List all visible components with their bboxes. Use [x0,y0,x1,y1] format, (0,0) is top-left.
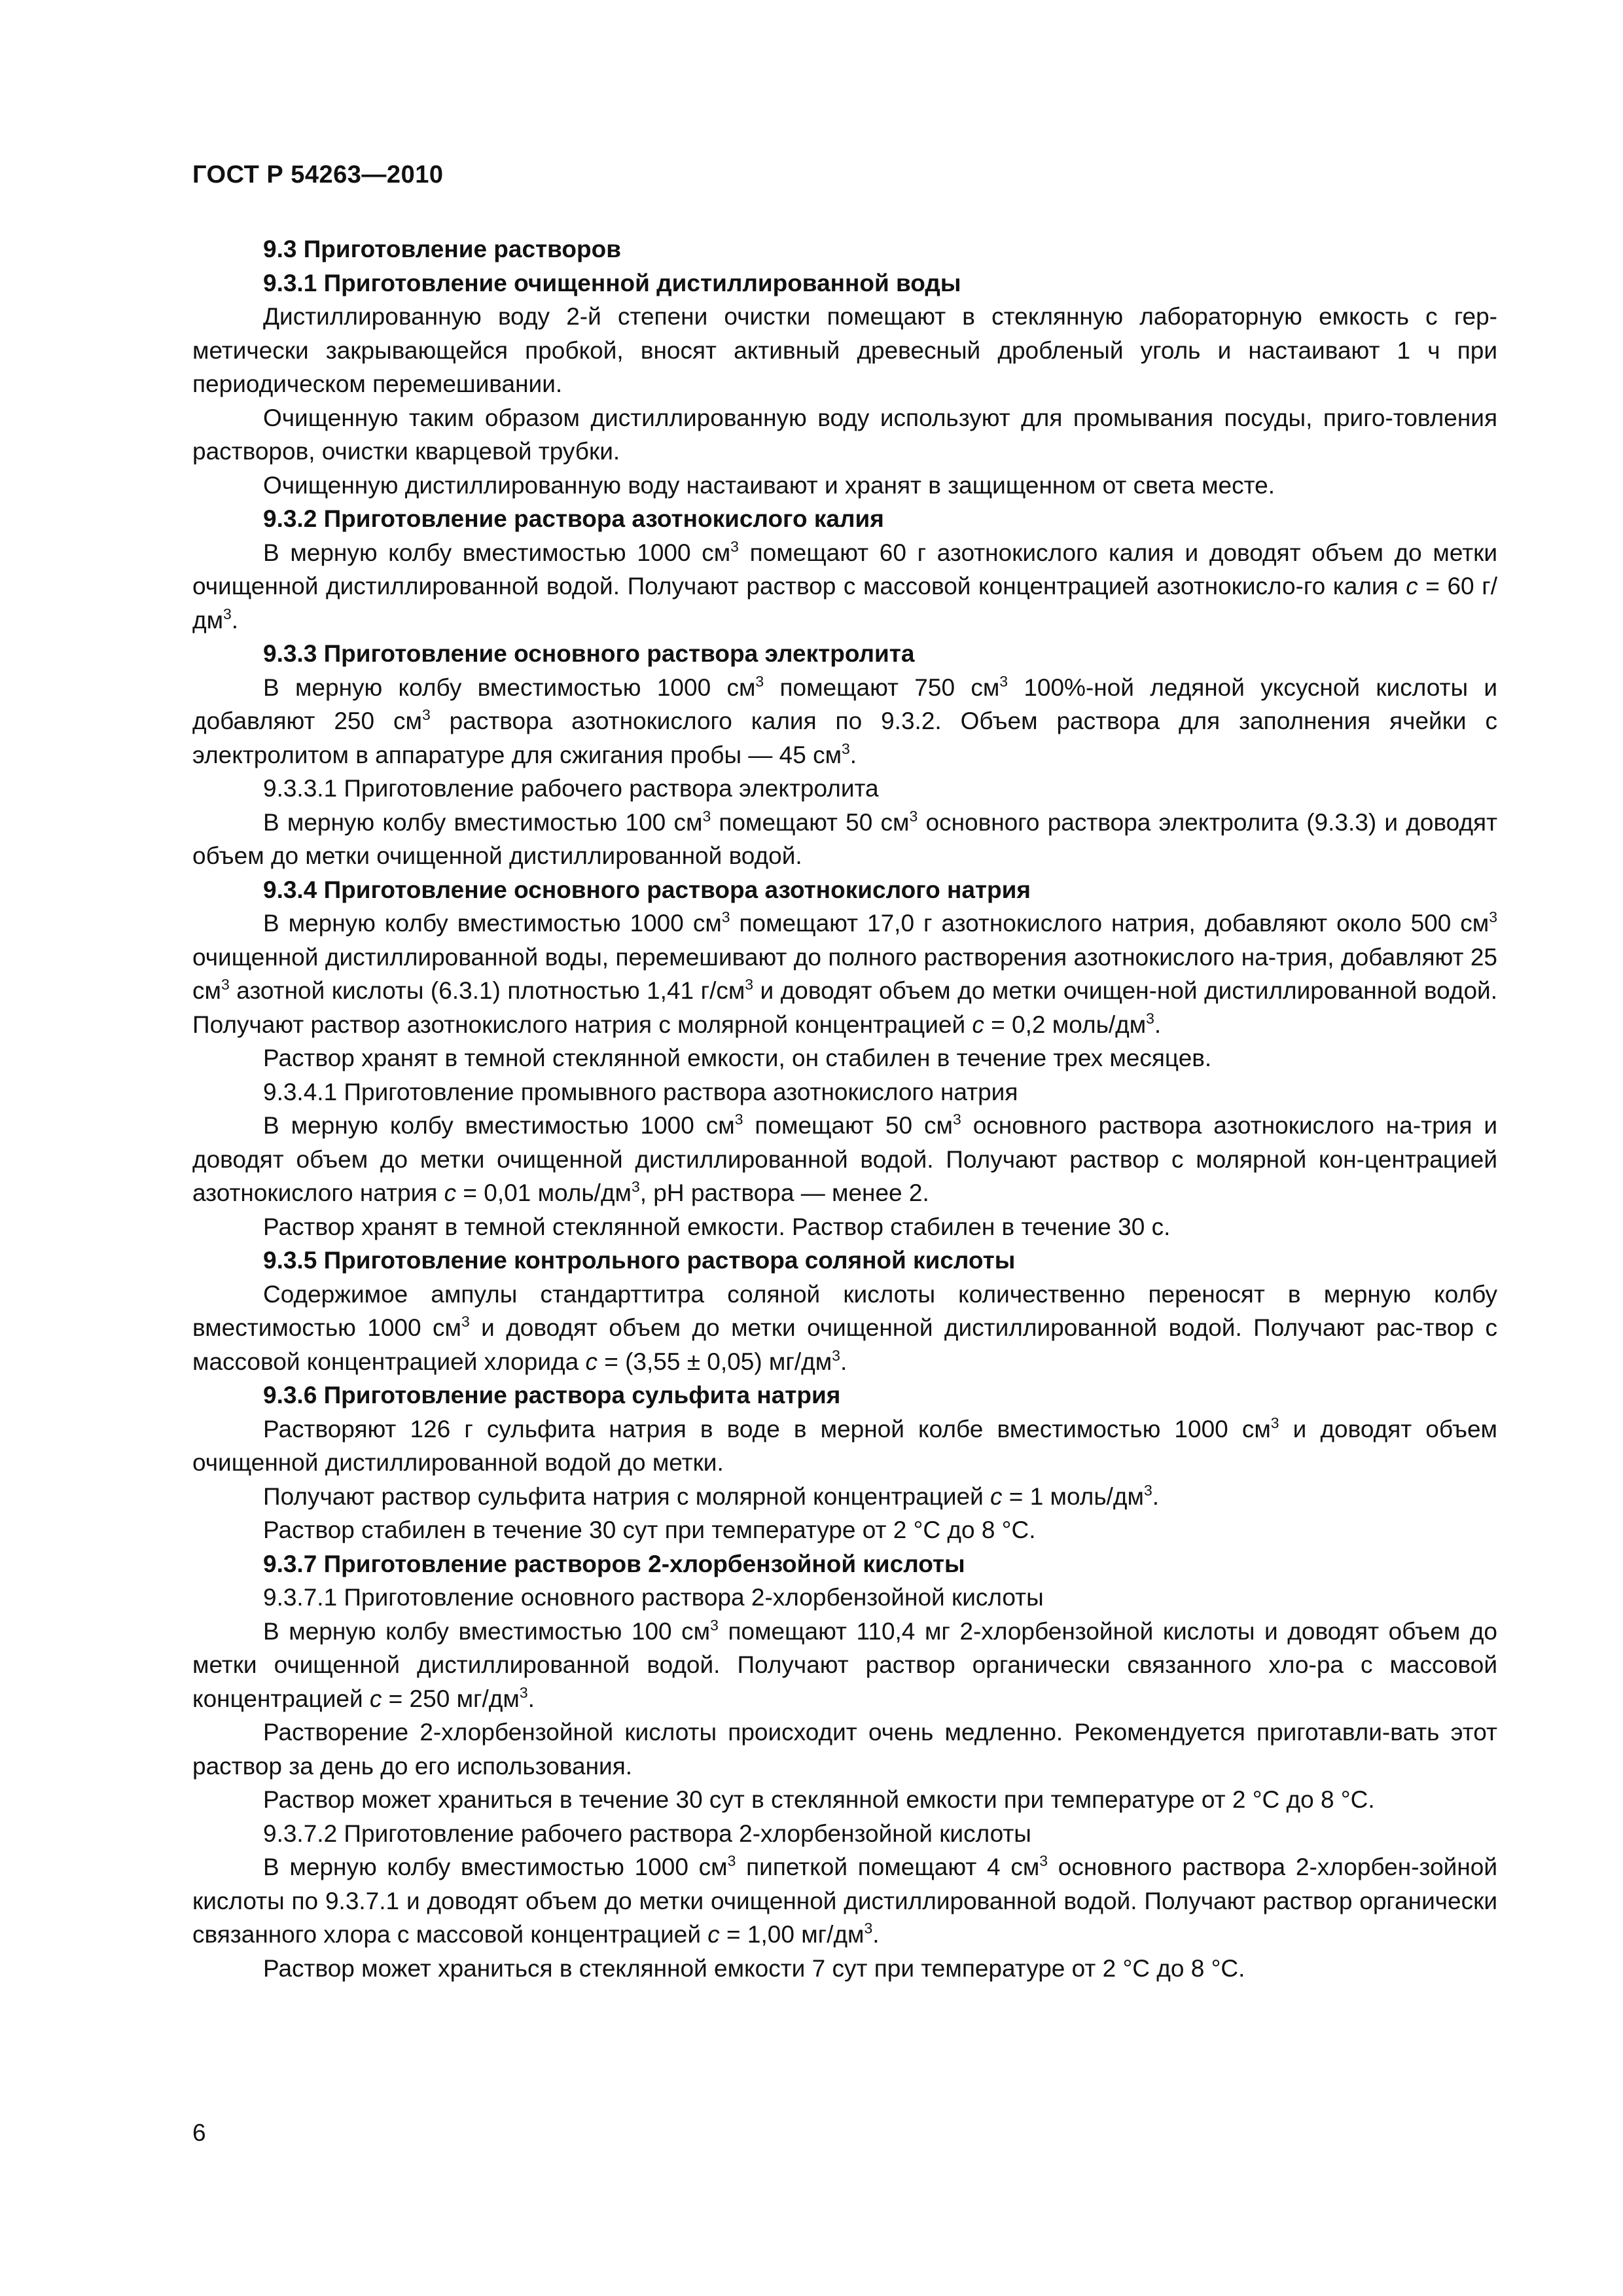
superscript: 3 [999,672,1008,690]
page-number: 6 [192,2119,206,2146]
paragraph: В мерную колбу вместимостью 1000 $см^3$ помещают 750 $см^3$ 100%-ной ледяной уксусной кислоты и добавляют 250 $см^3$ раствора азотнокислого калия по 9.3.2. Объем раствора для заполнения ячейки с электролитом в аппаратуре для сжигания пробы — 45 $см^3$. [192,672,1498,768]
paragraph: В мерную колбу вместимостью 1000 $см^3$ помещают 17,0 г азотнокислого натрия, добавляют около 500 $см^3$ очищенной дистиллированной воды, перемешивают до полного растворения азотнокислого на-трия, добавляют 25 $см^3$ азотной кислоты (6.3.1) плотностью 1,41 $г/см^3$ и доводят объем до метки очищен-ной дистиллированной водой. Получают раствор азотнокислого натрия с молярной концентрацией c = 0,2 моль/$дм^3$. [192,908,1498,1038]
paragraph: Дистиллированную воду 2-й степени очистки помещают в стеклянную лабораторную емкость с герметически закрывающейся пробкой, вносят активный древесный дробленый уголь и настаивают 1 ч при периодическом перемешивании. [192,303,1497,397]
superscript: 3 [734,1110,743,1128]
paragraph: В мерную колбу вместимостью 100 $см^3$ помещают 110,4 мг 2-хлорбензойной кислоты и доводят объем до метки очищенной дистиллированной водой. Получают раствор органически связанного хло-ра с массовой концентрацией c = 250 $мг/дм^3$. [192,1616,1497,1712]
concentration-symbol: c [972,1011,984,1038]
section-heading: 9.3.5 Приготовление контрольного раствора соляной кислоты [263,1247,1016,1274]
superscript: 3 [1489,908,1498,925]
superscript: 3 [952,1110,961,1128]
document-body [192,232,1497,1985]
superscript: 3 [727,1852,736,1869]
superscript: 3 [864,1919,873,1937]
subsection-heading: 9.3.7.1 Приготовление основного раствора 2-хлорбензойной кислоты [263,1584,1044,1611]
superscript: 3 [1143,1481,1152,1499]
superscript: 3 [223,605,232,622]
paragraph: Раствор может храниться в течение 30 сут в стеклянной емкости при температуре от 2 °С до 8 °С. [263,1786,1375,1813]
superscript: 3 [1039,1852,1048,1869]
paragraph: Раствор стабилен в течение 30 сут при температуре от 2 °С до 8 °С. [263,1516,1036,1543]
subsection-heading: 9.3.4.1 Приготовление промывного раствора азотнокислого натрия [263,1078,1018,1105]
subsection-heading: 9.3.3.1 Приготовление рабочего раствора электролита [263,775,879,802]
superscript: 3 [721,908,730,925]
superscript: 3 [755,672,764,690]
concentration-symbol: c [1406,573,1418,600]
superscript: 3 [710,1616,719,1634]
paragraph: В мерную колбу вместимостью 1000 $см^3$ помещают 50 $см^3$ основного раствора азотнокислого на-трия и доводят объем до метки очищенной дистиллированной водой. Получают раствор с молярной кон-центрацией азотнокислого натрия c = 0,01 моль/$дм^3$, pH раствора — менее 2. [192,1110,1497,1206]
superscript: 3 [730,537,739,555]
concentration-symbol: c [990,1482,1003,1510]
paragraph: В мерную колбу вместимостью 100 $см^3$ помещают 50 $см^3$ основного раствора электролита (9.3.3) и доводят объем до метки очищенной дистиллированной водой. [192,807,1498,869]
paragraph: Раствор хранят в темной стеклянной емкости, он стабилен в течение трех месяцев. [263,1045,1212,1071]
superscript: 3 [421,706,431,723]
paragraph: Растворяют 126 г сульфита натрия в воде в мерной колбе вместимостью 1000 $см^3$ и доводят объем очищенной дистиллированной водой до метки. [192,1414,1497,1476]
section-heading: 9.3.1 Приготовление очищенной дистиллированной воды [263,269,961,296]
concentration-symbol: c [444,1179,457,1206]
paragraph: В мерную колбу вместимостью 1000 $см^3$ помещают 60 г азотнокислого калия и доводят объем до метки очищенной дистиллированной водой. Получают раствор с массовой концентрацией азотнокисло-го калия c = 60 $г/дм^3$. [192,537,1497,634]
concentration-symbol: c [707,1921,720,1948]
superscript: 3 [842,740,850,757]
paragraph: Раствор хранят в темной стеклянной емкости. Раствор стабилен в течение 30 с. [263,1213,1171,1240]
section-heading: 9.3.2 Приготовление раствора азотнокислого калия [263,505,884,532]
paragraph: Очищенную таким образом дистиллированную воду используют для промывания посуды, приго-товления растворов, очистки кварцевой трубки. [192,404,1497,465]
concentration-symbol: c [585,1348,597,1375]
superscript: 3 [909,807,918,825]
section-heading: 9.3.7 Приготовление растворов 2-хлорбензойной кислоты [263,1550,965,1577]
paragraph: Растворение 2-хлорбензойной кислоты происходит очень медленно. Рекомендуется приготавли-вать этот раствор за день до его использования. [192,1719,1497,1780]
superscript: 3 [702,807,711,825]
concentration-symbol: c [369,1685,382,1712]
superscript: 3 [832,1346,840,1364]
subsection-heading: 9.3.7.2 Приготовление рабочего раствора 2-хлорбензойной кислоты [263,1820,1031,1847]
superscript: 3 [631,1177,640,1195]
paragraph: Содержимое ампулы стандарттитра соляной кислоты количественно переносят в мерную колбу вместимостью 1000 $см^3$ и доводят объем до метки очищенной дистиллированной водой. Получают рас-твор с массовой концентрацией хлорида c = (3,55 ± 0,05) $мг/дм^3$. [192,1280,1498,1375]
paragraph: Раствор может храниться в стеклянной емкости 7 сут при температуре от 2 °С до 8 °С. [263,1954,1245,1982]
paragraph: В мерную колбу вместимостью 1000 $см^3$ пипеткой помещают 4 $см^3$ основного раствора 2-хлорбен-зойной кислоты по 9.3.7.1 и доводят объем до метки очищенной дистиллированной водой. Получают раствор органически связанного хлора с массовой концентрацией c = 1,00 $мг/дм^3$. [192,1852,1498,1948]
superscript: 3 [1146,1009,1154,1027]
superscript: 3 [1270,1414,1279,1431]
section-heading: 9.3 Приготовление растворов [263,236,621,262]
document-header: ГОСТ Р 54263—2010 [192,161,444,188]
section-heading: 9.3.4 Приготовление основного раствора азотнокислого натрия [263,876,1031,903]
superscript: 3 [221,975,230,993]
paragraph: Очищенную дистиллированную воду настаивают и хранят в защищенном от света месте. [263,471,1275,499]
section-heading: 9.3.6 Приготовление раствора сульфита натрия [263,1382,841,1408]
superscript: 3 [745,975,754,993]
paragraph: Получают раствор сульфита натрия с молярной концентрацией c = 1 моль/$дм^3$. [263,1481,1159,1510]
superscript: 3 [461,1312,470,1330]
superscript: 3 [519,1683,528,1701]
section-heading: 9.3.3 Приготовление основного раствора электролита [263,640,915,667]
